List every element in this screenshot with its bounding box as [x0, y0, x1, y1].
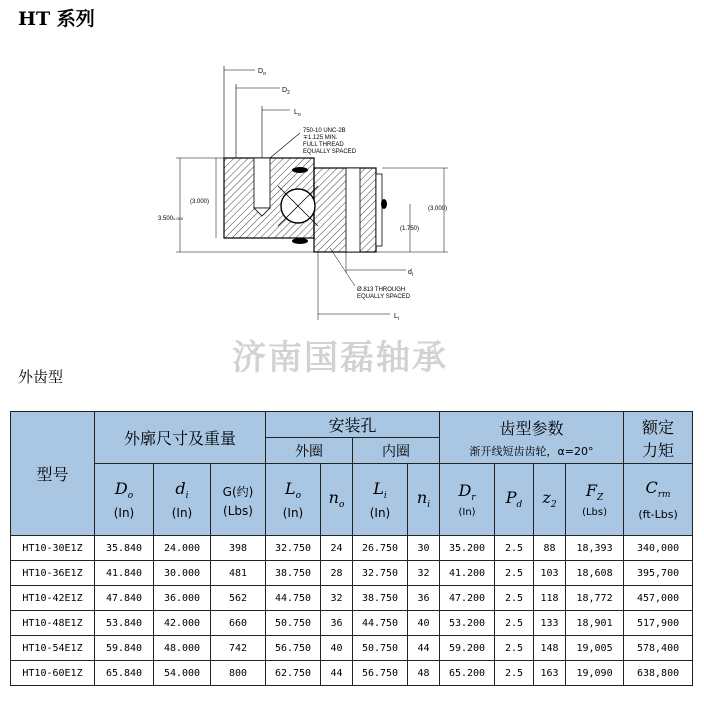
header-inner-ring: 内圈	[353, 438, 440, 464]
table-cell: 44	[321, 661, 353, 686]
dim-3500: 3.500	[158, 216, 174, 222]
table-cell: 24	[321, 536, 353, 561]
table-cell: 148	[534, 636, 566, 661]
table-cell: 44.750	[266, 586, 321, 611]
svg-text:D2: $D_2$	[282, 87, 290, 96]
table-cell: 163	[534, 661, 566, 686]
col-z2: $z_2$	[534, 464, 566, 536]
table-cell: 41.200	[440, 561, 495, 586]
header-outline: 外廓尺寸及重量	[95, 412, 266, 464]
table-cell: 62.750	[266, 661, 321, 686]
table-cell: 32	[408, 561, 440, 586]
table-cell: 118	[534, 586, 566, 611]
di-label: d	[408, 269, 412, 276]
col-di: $d_i$ (In)	[154, 464, 211, 536]
d2-label: D	[282, 87, 288, 94]
col-weight: G(约) (Lbs)	[211, 464, 266, 536]
header-model: 型号	[11, 412, 95, 536]
table-cell: 44	[408, 636, 440, 661]
table-cell: 340,000	[624, 536, 693, 561]
table-row	[11, 611, 693, 636]
thread-note-3: FULL THREAD	[303, 142, 344, 148]
thread-note-1: 750-10 UNC-2B	[303, 128, 346, 134]
table-cell: 56.750	[353, 661, 408, 686]
table-cell: 50.750	[266, 611, 321, 636]
svg-text:3.500±.050: 3.500±.050	[158, 216, 183, 222]
table-cell: 59.200	[440, 636, 495, 661]
thread-note-2: ∓1.125 MIN.	[303, 135, 338, 141]
table-cell: 2.5	[495, 636, 534, 661]
table-cell: 32	[321, 586, 353, 611]
table-cell: 30.000	[154, 561, 211, 586]
table-cell: 53.840	[95, 611, 154, 636]
section-label: 外齿型	[18, 368, 64, 386]
table-cell: 65.840	[95, 661, 154, 686]
table-cell: 2.5	[495, 611, 534, 636]
col-no: $n_o$	[321, 464, 353, 536]
table-cell: 35.840	[95, 536, 154, 561]
table-cell: 457,000	[624, 586, 693, 611]
table-cell: HT10-30E1Z	[11, 536, 95, 561]
table-cell: 18,772	[566, 586, 624, 611]
table-cell: 395,700	[624, 561, 693, 586]
table-cell: 42.000	[154, 611, 211, 636]
col-li: $L_i$ (In)	[353, 464, 408, 536]
table-cell: 36	[408, 586, 440, 611]
table-cell: 48	[408, 661, 440, 686]
bearing-cross-section-drawing	[150, 58, 470, 326]
table-cell: 47.200	[440, 586, 495, 611]
table-cell: 30	[408, 536, 440, 561]
table-cell: 2.5	[495, 536, 534, 561]
table-cell: 65.200	[440, 661, 495, 686]
svg-text:Li: $L_i$	[394, 313, 400, 322]
table-cell: 44.750	[353, 611, 408, 636]
col-dp: $D_r$ (In)	[440, 464, 495, 536]
spec-table	[10, 411, 693, 686]
do-label: D	[258, 68, 264, 75]
table-cell: 24.000	[154, 536, 211, 561]
table-cell: 638,800	[624, 661, 693, 686]
table-cell: 2.5	[495, 661, 534, 686]
table-cell: 2.5	[495, 561, 534, 586]
table-cell: 103	[534, 561, 566, 586]
table-row	[11, 661, 693, 686]
svg-text:di: $d_i$	[408, 269, 414, 278]
table-row	[11, 636, 693, 661]
table-cell: 133	[534, 611, 566, 636]
table-cell: 19,005	[566, 636, 624, 661]
table-cell: 38.750	[353, 586, 408, 611]
col-ni: $n_i$	[408, 464, 440, 536]
svg-text:Do: $D_o$	[258, 68, 266, 77]
table-cell: 36	[321, 611, 353, 636]
table-cell: 40	[408, 611, 440, 636]
table-cell: 36.000	[154, 586, 211, 611]
table-cell: HT10-36E1Z	[11, 561, 95, 586]
svg-text:Lo: $L_o$	[294, 109, 301, 118]
table-cell: 50.750	[353, 636, 408, 661]
lo-label: L	[294, 109, 298, 116]
table-cell: 19,090	[566, 661, 624, 686]
table-cell: 26.750	[353, 536, 408, 561]
thread-note-4: EQUALLY SPACED	[303, 149, 357, 155]
table-cell: 481	[211, 561, 266, 586]
table-cell: 59.840	[95, 636, 154, 661]
dim-3000-right: (3.000)	[428, 206, 448, 212]
header-install: 安装孔	[266, 412, 440, 438]
col-pd: $P_d$	[495, 464, 534, 536]
table-cell: 88	[534, 536, 566, 561]
table-cell: HT10-54E1Z	[11, 636, 95, 661]
header-outer-ring: 外圈	[266, 438, 353, 464]
table-cell: HT10-60E1Z	[11, 661, 95, 686]
table-cell: 38.750	[266, 561, 321, 586]
header-gear: 齿型参数 渐开线短齿齿轮，α=20°	[440, 412, 624, 464]
page-title: HT 系列	[18, 8, 95, 30]
table-cell: 2.5	[495, 586, 534, 611]
col-fz: $F_Z$ (Lbs)	[566, 464, 624, 536]
table-cell: 742	[211, 636, 266, 661]
col-crm: $C_{rm}$ (ft-Lbs)	[624, 464, 693, 536]
table-cell: 578,400	[624, 636, 693, 661]
table-cell: 398	[211, 536, 266, 561]
table-cell: 54.000	[154, 661, 211, 686]
table-cell: 660	[211, 611, 266, 636]
table-cell: 32.750	[266, 536, 321, 561]
through-note-1: Ø.813 THROUGH	[357, 287, 406, 293]
table-cell: 48.000	[154, 636, 211, 661]
table-cell: 800	[211, 661, 266, 686]
table-cell: 35.200	[440, 536, 495, 561]
table-row	[11, 586, 693, 611]
watermark: 济南国磊轴承	[232, 338, 448, 378]
table-cell: 47.840	[95, 586, 154, 611]
table-cell: 517,900	[624, 611, 693, 636]
header-torque: 额定 力矩	[624, 412, 693, 464]
table-cell: 28	[321, 561, 353, 586]
table-cell: 41.840	[95, 561, 154, 586]
table-cell: HT10-42E1Z	[11, 586, 95, 611]
table-row	[11, 536, 693, 561]
li-label: L	[394, 313, 398, 320]
dim-1750: (1.750)	[400, 226, 420, 232]
table-cell: 32.750	[353, 561, 408, 586]
table-row	[11, 561, 693, 586]
table-cell: 18,608	[566, 561, 624, 586]
col-lo: $L_o$ (In)	[266, 464, 321, 536]
table-cell: 562	[211, 586, 266, 611]
table-cell: 18,901	[566, 611, 624, 636]
table-cell: 56.750	[266, 636, 321, 661]
dim-3000-left: (3.000)	[190, 199, 210, 205]
table-cell: 53.200	[440, 611, 495, 636]
col-do: $D_o$ (In)	[95, 464, 154, 536]
through-note-2: EQUALLY SPACED	[357, 294, 411, 300]
table-cell: 40	[321, 636, 353, 661]
table-cell: 18,393	[566, 536, 624, 561]
table-cell: HT10-48E1Z	[11, 611, 95, 636]
